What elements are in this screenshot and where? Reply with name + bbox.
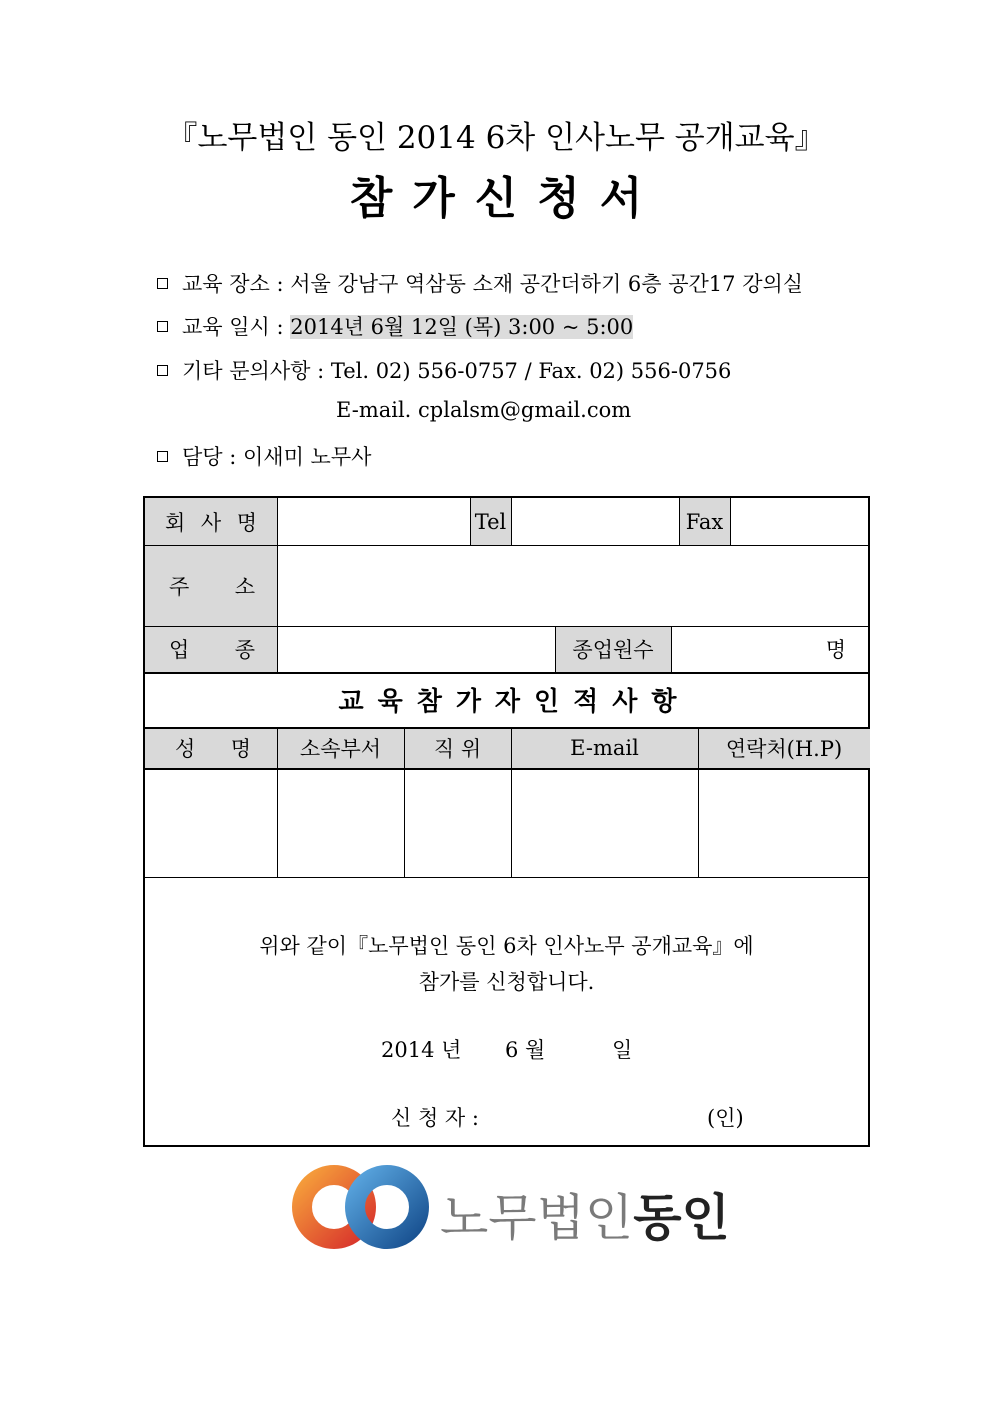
manager-value: 이새미 노무사 <box>243 445 372 469</box>
divider <box>145 877 870 878</box>
company-label-char: 명 <box>236 510 257 535</box>
divider <box>671 626 672 672</box>
company-label-char: 회 <box>165 510 186 535</box>
divider <box>511 498 512 545</box>
date-value: 2014년 6월 12일 (목) 3:00 ~ 5:00 <box>290 315 634 339</box>
divider <box>145 626 870 627</box>
participant-email-field[interactable] <box>511 768 698 877</box>
tel-label: Tel <box>470 498 511 545</box>
divider <box>698 727 699 877</box>
closing-line-1: 위와 같이『노무법인 동인 6차 인사노무 공개교육』에 <box>259 934 754 958</box>
bullet-icon <box>157 451 168 462</box>
employees-label: 종업원수 <box>555 626 671 672</box>
col-phone-header: 연락처(H.P) <box>698 727 870 768</box>
info-date <box>157 311 633 341</box>
company-field[interactable] <box>277 498 470 545</box>
divider <box>511 727 512 877</box>
tel-field[interactable] <box>511 498 679 545</box>
date-label: 교육 일시 : <box>182 315 291 339</box>
seal-label: (인) <box>707 1106 744 1130</box>
divider <box>470 498 471 545</box>
divider <box>404 727 405 877</box>
date-day: 일 <box>612 1038 633 1062</box>
employees-unit: 명 <box>825 638 846 662</box>
participant-phone-field[interactable] <box>698 768 870 877</box>
industry-label <box>145 626 277 672</box>
participant-position-field[interactable] <box>404 768 511 877</box>
address-field[interactable] <box>277 545 870 626</box>
industry-label-char: 종 <box>234 638 255 662</box>
logo-text-dark: 동인 <box>633 1189 730 1247</box>
col-name-header <box>145 727 277 768</box>
applicant-label: 신 청 자 : <box>391 1106 479 1130</box>
divider <box>679 498 680 545</box>
divider <box>277 498 278 672</box>
logo-text-light: 노무법인 <box>440 1189 634 1247</box>
document-subtitle: 참가신청서 <box>349 173 663 224</box>
fax-field[interactable] <box>730 498 870 545</box>
bullet-icon <box>157 321 168 332</box>
divider <box>145 545 870 546</box>
info-contact <box>157 355 731 385</box>
industry-field[interactable] <box>277 626 555 672</box>
contact-label: 기타 문의사항 : <box>182 359 331 383</box>
col-position-header: 직 위 <box>404 727 511 768</box>
participant-dept-field[interactable] <box>277 768 404 877</box>
address-label <box>145 545 277 626</box>
info-place <box>157 268 803 298</box>
col-name-char: 명 <box>230 736 251 761</box>
bullet-icon <box>157 365 168 376</box>
participant-name-field[interactable] <box>145 768 277 877</box>
divider <box>145 727 870 729</box>
place-value: 서울 강남구 역삼동 소재 공간더하기 6층 공간17 강의실 <box>290 272 804 296</box>
col-name-char: 성 <box>175 736 196 761</box>
address-label-char: 주 <box>169 574 190 599</box>
contact-value: Tel. 02) 556-0757 / Fax. 02) 556-0756 <box>330 359 732 383</box>
application-form <box>143 496 870 1147</box>
divider <box>145 672 870 674</box>
closing-line-2: 참가를 신청합니다. <box>418 970 595 994</box>
fax-label: Fax <box>679 498 730 545</box>
divider <box>730 498 731 545</box>
divider <box>555 626 556 672</box>
section-title: 교육참가자인적사항 <box>338 687 691 717</box>
address-label-char: 소 <box>234 574 255 599</box>
document-title: 『노무법인 동인 2014 6차 인사노무 공개교육』 <box>166 120 826 156</box>
divider <box>277 727 278 877</box>
place-label: 교육 장소 : <box>182 272 291 296</box>
employees-field[interactable] <box>671 626 870 672</box>
date-month: 6 월 <box>505 1038 546 1062</box>
col-email-header: E-mail <box>511 727 698 768</box>
company-label <box>145 498 277 545</box>
info-email: E-mail. cplalsm@gmail.com <box>336 398 632 422</box>
col-dept-header: 소속부서 <box>277 727 404 768</box>
company-label-char: 사 <box>200 510 222 535</box>
logo-text <box>440 1178 730 1250</box>
logo-blue-ring <box>355 1175 419 1239</box>
info-manager <box>157 441 371 471</box>
divider <box>145 768 870 770</box>
manager-label: 담당 : <box>182 445 243 469</box>
industry-label-char: 업 <box>169 638 190 662</box>
bullet-icon <box>157 278 168 289</box>
date-year: 2014 년 <box>381 1038 462 1062</box>
